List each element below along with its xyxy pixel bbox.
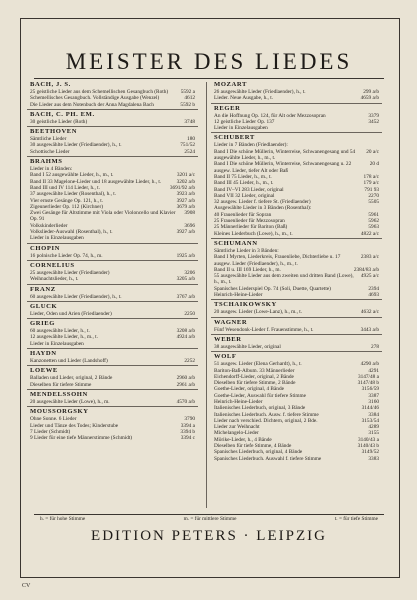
composer-section: [27, 365, 198, 388]
top-rule: [34, 78, 384, 79]
entry-number: 3384: [368, 411, 379, 418]
composer-section: [27, 389, 198, 405]
entry-title: Heinrich-Heine-Lieder: [214, 398, 263, 405]
entry-number: 3160: [368, 398, 379, 405]
legend-high: h. = für hohe Stimme: [40, 516, 86, 522]
composer-heading: GLUCK: [30, 302, 58, 310]
entry-number: 1925 a/b: [176, 252, 195, 259]
entry-number: 3691/92 a/b: [169, 184, 195, 191]
composer-heading: MENDELSSOHN: [30, 390, 88, 398]
catalog-entry: [214, 161, 379, 174]
column-divider: [206, 82, 207, 508]
entry-title: Zigeunerlieder Op. 112 (Kirchner): [30, 203, 104, 210]
entry-number: 4290 a/b: [360, 361, 379, 368]
entry-number: 2383 a/c: [360, 254, 379, 261]
entry-title: Lieder in Einzelausgaben: [30, 340, 84, 347]
entry-title: Die Lieder aus dem Notenbuch der Anna Magdalena Bach: [30, 101, 154, 108]
entry-number: 2524: [184, 148, 195, 155]
entry-title: Schemellisches Gesangbuch. Vollständige Ausgabe (Wenzel): [30, 95, 160, 102]
catalog-entry: [30, 358, 195, 364]
composer-section: [211, 299, 382, 315]
composer-heading: MOZART: [214, 81, 248, 88]
entry-title: Sämtliche Lieder in 3 Bänden:: [214, 247, 279, 254]
entry-title: Lieder in Einzelausgaben: [30, 235, 84, 242]
entry-number: 3452: [368, 118, 379, 125]
entry-title: Kanzonetten und Lieder (Landshoff): [30, 358, 108, 365]
catalog-entry: [214, 149, 379, 162]
entry-title: Italienisches Liederbuch, original, 3 Bände: [214, 405, 306, 412]
entry-title: Lieder und Tänze des Todes; Kinderstube: [30, 422, 119, 429]
entry-title: 30 geistliche Lieder (Roth): [30, 118, 88, 125]
entry-number: 20 d: [369, 161, 379, 168]
entry-number: 3147/48 b: [357, 380, 379, 387]
catalog-entry: [30, 435, 195, 441]
catalog-entry: [214, 95, 379, 101]
composer-heading: BACH, J. S.: [30, 81, 71, 88]
composer-heading: TSCHAIKOWSKY: [214, 301, 277, 309]
entry-title: 16 polnische Lieder Op. 74, h., m.: [30, 252, 103, 259]
entry-title: 60 ausgewählte Lieder (Friedlaender), h., t.: [30, 293, 122, 300]
composer-heading: SCHUBERT: [214, 134, 255, 142]
catalog-entry: [30, 341, 195, 347]
composer-heading: BACH, C. PH. EM.: [30, 110, 95, 118]
composer-heading: CORNELIUS: [30, 261, 75, 269]
entry-title: Band II 33 Magelone-Lieder und 18 ausgewählte Lieder, h., t.: [30, 178, 162, 185]
entry-title: Band VII 32 Lieder, original: [214, 192, 275, 199]
entry-number: 178 a/c: [363, 173, 379, 180]
entry-number: 5505: [368, 199, 379, 206]
entry-title: 38 ausgewählte Lieder, original: [214, 343, 281, 350]
page-title: MEISTER DES LIEDES: [65, 49, 353, 74]
entry-number: 5592 a: [180, 89, 195, 95]
composer-section: [211, 317, 382, 333]
entry-number: 2252: [184, 358, 195, 365]
legend-low: t. = für tiefe Stimme: [334, 516, 378, 522]
entry-title: Weihnachtslieder, h., t.: [30, 276, 79, 283]
entry-number: 4632 a/c: [360, 309, 379, 316]
entry-number: 3394 a: [180, 422, 195, 429]
entry-number: 2250: [184, 310, 195, 317]
entry-title: Lieder, Oden und Arien (Friedlaender): [30, 310, 112, 317]
composer-section: [27, 260, 198, 283]
entry-number: 3202 a/b: [176, 178, 195, 185]
catalog-entry: [214, 292, 379, 298]
entry-title: 12 geistliche Lieder Op. 137: [214, 118, 275, 125]
entry-title: 37 ausgewählte Lieder (Rosenthal), h., t.: [30, 191, 117, 198]
catalog-entry: [214, 327, 379, 333]
entry-title: 26 ausgewählte Lieder (Friedlaender), h., t.: [214, 89, 306, 95]
composer-section: [211, 238, 382, 298]
left-column: [30, 80, 195, 442]
composer-section: [27, 301, 198, 317]
entry-number: 2394: [368, 285, 379, 292]
entry-title: Vier ernste Gesänge Op. 121, h., t.: [30, 197, 104, 204]
catalog-entry: [214, 254, 379, 267]
entry-number: 4291: [368, 367, 379, 374]
entry-title: Dieselben für tiefere Stimme: [30, 381, 92, 388]
composer-section: [211, 351, 382, 462]
entry-number: 4925 a/c: [360, 273, 379, 280]
entry-title: Dieselben für tiefe Stimme, 4 Bände: [214, 443, 292, 450]
entry-number: 3155: [368, 430, 379, 437]
catalog-entry: [214, 125, 379, 131]
entry-title: Michelangelo-Lieder: [214, 430, 259, 437]
composer-section: [27, 156, 198, 242]
composer-heading: BEETHOVEN: [30, 128, 78, 136]
entry-title: Dieselben für tiefere Stimme, 2 Bände: [214, 380, 296, 387]
entry-number: 299 a/b: [363, 89, 379, 95]
catalog-entry: [30, 382, 195, 388]
entry-title: 7 Lieder (Schmidt): [30, 428, 71, 435]
entry-title: 25 Männerlieder für Bariton (Baß): [214, 224, 288, 231]
catalog-entry: [30, 149, 195, 155]
entry-title: Band II u. III 169 Lieder, h., m.: [214, 266, 281, 273]
entry-title: Band I Myrten, Liederkreis, Frauenliebe, Dichterliebe u. 17 ausgew. Lieder (Friedlaender), h., m., t.: [214, 254, 341, 267]
catalog-entry: [214, 231, 379, 237]
catalog-entry: [30, 311, 195, 317]
entry-title: Ausgewählte Lieder in 3 Bänden (Rosenthal):: [214, 205, 312, 212]
entry-number: 3443 a/b: [360, 326, 379, 333]
entry-number: 2961 a/b: [176, 381, 195, 388]
entry-title: Italienisches Liederbuch. Ausw. f. tiefere Stimme: [214, 411, 319, 418]
composer-section: [27, 318, 198, 347]
composer-section: [211, 334, 382, 350]
catalog-entry: [30, 119, 195, 125]
entry-title: Bariton-Baß-Album. 33 Männerlieder: [214, 367, 295, 374]
entry-number: 2270: [368, 192, 379, 199]
entry-number: 4570 a/b: [176, 398, 195, 405]
entry-number: 3206: [184, 269, 195, 276]
entry-number: 4822 a/c: [360, 230, 379, 237]
entry-number: 3923 a/b: [176, 191, 195, 198]
composer-section: [211, 80, 382, 102]
entry-number: 791 93: [364, 186, 379, 193]
entry-title: 30 ausgewählte Lieder (Friedlaender), h., t.: [30, 142, 122, 149]
entry-number: 3205 a/b: [176, 276, 195, 283]
entry-title: Spanisches Liederbuch, original, 4 Bände: [214, 449, 303, 456]
entry-number: 180: [187, 136, 195, 143]
entry-title: Band III 45 Lieder, h., m., t.: [214, 180, 274, 187]
catalog-entry: [30, 102, 195, 108]
entry-title: Spanisches Liederbuch. Auswahl f. tiefere Stimme: [214, 455, 322, 462]
publisher-imprint: EDITION PETERS · LEIPZIG: [91, 528, 327, 544]
entry-number: 3908: [184, 210, 195, 217]
entry-number: 3927 a/b: [176, 197, 195, 204]
entry-title: Lieder in 7 Bänden (Friedlaender):: [214, 142, 288, 149]
entry-number: 3153/54: [361, 417, 379, 424]
catalog-entry: [214, 456, 379, 462]
entry-number: 3140/43 a: [357, 436, 379, 443]
entry-number: 20 a/c: [366, 148, 379, 155]
entry-title: 51 ausgew. Lieder (Elena Gerhardt), h., t.: [214, 361, 302, 368]
composer-heading: BRAHMS: [30, 158, 63, 166]
entry-title: Lieder nach verschied. Dichtern, original, 2 Bde.: [214, 417, 318, 424]
composer-section: [27, 243, 198, 259]
entry-title: An die Hoffnung Op. 124, für Alt oder Mezzosopran: [214, 112, 326, 119]
entry-title: 40 Frauenlieder für Sopran: [214, 211, 272, 218]
entry-number: 4289: [368, 424, 379, 431]
entry-number: 3394 b: [180, 428, 195, 435]
catalog-entry: [30, 210, 195, 223]
entry-title: 55 ausgewählte Lieder aus dem zweiten und dritten Band (Lowe), h., m., t.: [214, 273, 354, 286]
entry-number: 5963: [368, 224, 379, 231]
entry-title: 12 ausgewählte Lieder, h., m., t.: [30, 334, 98, 341]
entry-number: 278: [371, 343, 379, 350]
entry-title: Fünf Wesendonk-Lieder f. Frauenstimme, h., t.: [214, 326, 314, 333]
entry-number: 3383: [368, 455, 379, 462]
entry-number: 3679 a/b: [176, 203, 195, 210]
entry-number: 179 a/c: [363, 180, 379, 187]
catalog-entry: [30, 253, 195, 259]
voice-legend: [40, 516, 378, 522]
entry-title: Lieder. Neue Ausgabe, h., t.: [214, 95, 273, 102]
entry-title: 9 Lieder für eine tiefe Männerstimme (Schmidt): [30, 435, 133, 442]
entry-title: Mörike-Lieder, h., 4 Bände: [214, 436, 272, 443]
entry-title: Zwei Gesänge für Altstimme mit Viola oder Violoncello und Klavier Op. 91: [30, 210, 176, 223]
composer-heading: LOEWE: [30, 367, 58, 375]
entry-number: 3208 a/b: [176, 328, 195, 335]
composer-section: [27, 284, 198, 300]
entry-title: Band IV–VI 283 Lieder, original: [214, 186, 284, 193]
entry-title: Kleines Liederbuch (Lowe), h., m., t.: [214, 230, 293, 237]
composer-heading: WAGNER: [214, 318, 248, 326]
entry-title: Sämtliche Lieder: [30, 136, 67, 143]
entry-title: Goethe-Lieder, Auswahl für tiefere Stimme: [214, 392, 307, 399]
entry-title: Schottische Lieder: [30, 148, 70, 155]
composer-section: [211, 103, 382, 132]
composer-heading: WOLF: [214, 353, 237, 361]
catalog-entry: [30, 399, 195, 405]
composer-section: [27, 126, 198, 155]
entry-title: Goethe-Lieder, original, 4 Bände: [214, 386, 284, 393]
composer-heading: REGER: [214, 104, 241, 112]
entry-title: 20 ausgewählte Lieder (Lowe), h., m.: [30, 398, 110, 405]
composer-heading: GRIEG: [30, 320, 55, 328]
entry-title: 32 ausgew. Lieder f. tiefere St. (Friedlaender): [214, 199, 311, 206]
entry-number: 3201 a/c: [176, 172, 195, 179]
entry-number: 3387: [368, 392, 379, 399]
entry-title: Band I 52 ausgewählte Lieder, h., m., t.: [30, 172, 114, 179]
right-column: [214, 80, 379, 463]
entry-number: 2960 a/b: [176, 375, 195, 382]
catalog-entry: [30, 276, 195, 282]
entry-title: Eichendorff-Lieder, original, 2 Bände: [214, 373, 294, 380]
entry-number: 751/52: [180, 142, 195, 149]
entry-number: 5962: [368, 218, 379, 225]
entry-number: 4693: [368, 292, 379, 299]
entry-number: 3748: [184, 118, 195, 125]
entry-title: Band III und IV 114 Lieder, h., t.: [30, 184, 100, 191]
entry-number: 3767 a/b: [176, 293, 195, 300]
composer-heading: FRANZ: [30, 285, 56, 293]
entry-title: Lieder in Einzelausgaben: [214, 125, 268, 132]
catalog-entry: [30, 294, 195, 300]
entry-number: 2384/83 a/b: [353, 266, 379, 273]
composer-heading: CHOPIN: [30, 244, 60, 252]
entry-title: Lieder in 4 Bänden:: [30, 166, 73, 173]
entry-title: Heinrich-Heine-Lieder: [214, 292, 263, 299]
entry-number: 3147/48 a: [357, 373, 379, 380]
entry-title: 20 ausgew. Lieder (Lowe-Lanz), h., m., t.: [214, 309, 303, 316]
composer-heading: SCHUMANN: [214, 239, 258, 247]
entry-number: 3696: [184, 222, 195, 229]
catalog-entry: [30, 235, 195, 241]
composer-section: [27, 348, 198, 364]
entry-number: 3140/43 b: [357, 443, 379, 450]
entry-title: Volkskinderlieder: [30, 222, 68, 229]
entry-number: 5592 b: [180, 101, 195, 108]
entry-number: 3379: [368, 112, 379, 119]
catalog-entry: [214, 309, 379, 315]
entry-number: 3144/46: [361, 405, 379, 412]
entry-number: 3149/52: [361, 449, 379, 456]
composer-heading: WEBER: [214, 335, 242, 343]
composer-heading: MOUSSORGSKY: [30, 408, 89, 416]
entry-number: 3927 a/b: [176, 229, 195, 236]
entry-title: Band I Die schöne Müllerin, Winterreise, Schwanengesang u. 22 ausgew. Lieder, tiefer Alt oder Baß: [214, 161, 352, 174]
composer-section: [211, 132, 382, 236]
entry-number: 4659 a/b: [360, 95, 379, 102]
composer-heading: HAYDN: [30, 350, 57, 358]
composer-section: [27, 80, 198, 108]
composer-section: [27, 109, 198, 125]
entry-number: 3394 c: [180, 435, 195, 442]
catalog-entry: [214, 344, 379, 350]
entry-title: 25 ausgewählte Lieder (Friedlaender): [30, 269, 110, 276]
entry-title: 25 Frauenlieder für Mezzosopran: [214, 218, 285, 225]
entry-title: 25 geistliche Lieder aus dem Schemellischen Gesangbuch (Roth): [30, 89, 169, 95]
entry-number: 3790: [184, 416, 195, 423]
entry-title: Band II 75 Lieder, h., m., t.: [214, 173, 272, 180]
page-footer-code: CV: [22, 583, 31, 589]
entry-title: Volkslieder-Auswahl (Rosenthal), h., t.: [30, 229, 113, 236]
entry-title: 60 ausgewählte Lieder, h., t.: [30, 328, 90, 335]
entry-title: Band I Die schöne Müllerin, Winterreise, Schwanengesang und 54 ausgewählte Lieder, h., m., t.: [214, 148, 356, 162]
entry-title: Ohne Sonne. 6 Lieder: [30, 416, 77, 423]
entry-number: 4612: [184, 95, 195, 102]
bottom-rule: [34, 514, 384, 515]
catalog-entry: [214, 273, 379, 286]
entry-title: Balladen und Lieder, original, 2 Bände: [30, 375, 113, 382]
entry-title: Lieder zur Weihnacht: [214, 424, 260, 431]
entry-title: Spanisches Liederspiel Op. 74 (Soli, Duette, Quartette): [214, 285, 331, 292]
entry-number: 3156/59: [361, 386, 379, 393]
composer-section: [27, 406, 198, 441]
legend-medium: m. = für mittlere Stimme: [183, 516, 237, 522]
entry-number: 5961: [368, 211, 379, 218]
entry-number: 4924 a/b: [176, 334, 195, 341]
